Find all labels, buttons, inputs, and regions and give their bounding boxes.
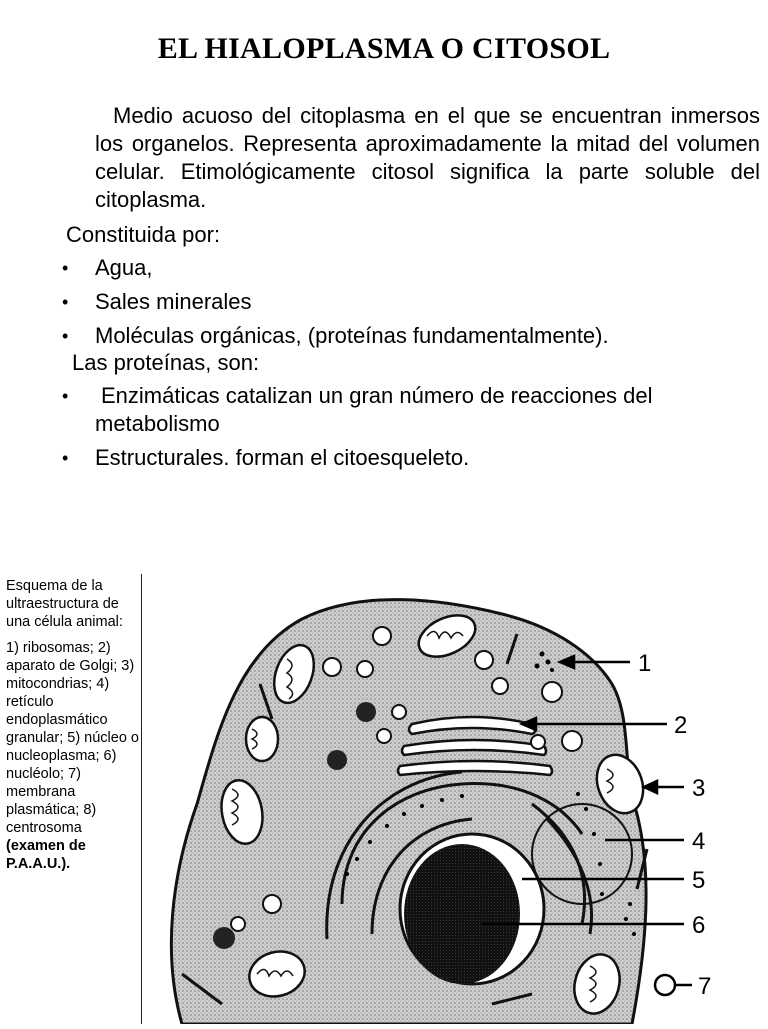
- page-title: EL HIALOPLASMA O CITOSOL: [157, 32, 611, 65]
- bullet-icon: •: [62, 326, 69, 346]
- label-5: 5: [692, 867, 706, 894]
- protein-types-list: [62, 382, 752, 478]
- cell-diagram-svg: [142, 574, 768, 1024]
- label-2: 2: [674, 712, 688, 739]
- constituida-heading: Constituida por:: [66, 222, 221, 247]
- label-4: 4: [692, 828, 706, 855]
- figure-caption: [6, 577, 140, 873]
- bullet-icon: •: [62, 292, 69, 312]
- bullet-icon: •: [62, 448, 69, 468]
- label-3: 3: [692, 775, 706, 802]
- intro-paragraph: Medio acuoso del citoplasma en el que se encuentran inmersos los organelos. Representa aproximadamente la mitad del volumen celular. Etimológicamente citosol significa la parte soluble del citoplasma.: [95, 103, 760, 212]
- list-item: • Estructurales. forman el citoesqueleto.: [62, 445, 470, 470]
- caption-heading: Esquema de la ultraestructura de una célula animal:: [6, 578, 123, 630]
- nucleus: [400, 834, 544, 984]
- diagram-number-labels: [638, 650, 711, 1000]
- list-item: • Enzimáticas catalizan un gran número de reacciones del metabolismo: [62, 383, 653, 436]
- caption-exam: (examen de P.A.A.U.).: [6, 838, 86, 872]
- components-list: [62, 254, 609, 356]
- list-item: • Agua,: [62, 255, 153, 280]
- caption-legend: 1) ribosomas; 2) aparato de Golgi; 3) mitocondrias; 4) retículo endoplasmático granular; 5) núcleo o nucleoplasma; 6) nucléolo; 7) membrana plasmática; 8) centrosoma (examen de P.A.A.U.).: [6, 640, 139, 872]
- label-6: 6: [692, 912, 706, 939]
- list-item: • Moléculas orgánicas, (proteínas fundamentalmente).: [62, 323, 609, 348]
- label-1: 1: [638, 650, 652, 677]
- list-item: • Sales minerales: [62, 289, 252, 314]
- label-7: 7: [698, 973, 712, 1000]
- bullet-icon: •: [62, 386, 69, 406]
- cell-diagram: [142, 574, 768, 1024]
- proteinas-heading: Las proteínas, son:: [72, 350, 260, 375]
- bullet-icon: •: [62, 258, 69, 278]
